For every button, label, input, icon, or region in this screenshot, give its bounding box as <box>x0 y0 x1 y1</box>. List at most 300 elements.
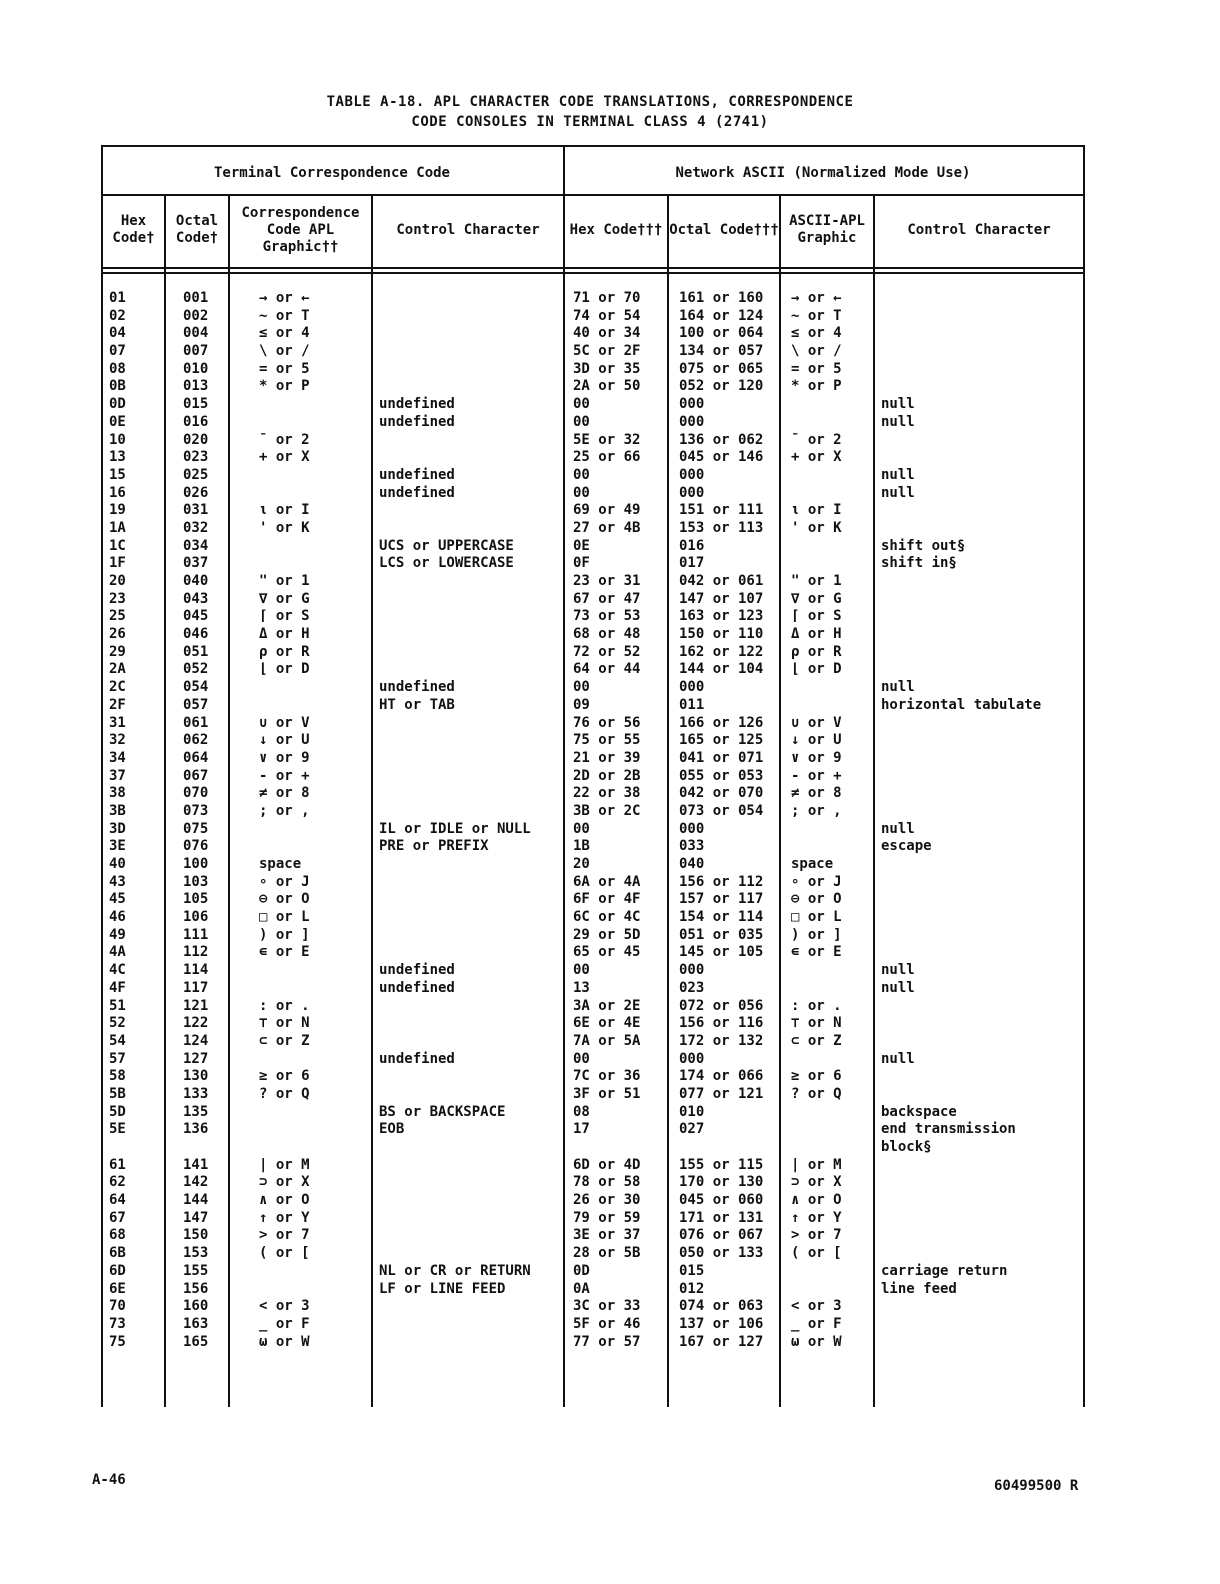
cell-hex: 04 <box>109 325 126 342</box>
cell-g: - or + <box>259 767 310 784</box>
cell-ao: 000 <box>679 820 705 837</box>
cell-hex: 73 <box>109 1315 126 1332</box>
cell-ao: 100 or 064 <box>679 325 764 342</box>
cell-hex: 6E <box>109 1280 126 1297</box>
cell-hex: 64 <box>109 1192 126 1209</box>
cell-g: ≠ or 8 <box>259 785 310 802</box>
cell-ac: null <box>881 679 915 696</box>
cell-oct: 026 <box>183 484 209 501</box>
cell-ao: 000 <box>679 413 705 430</box>
table-row <box>101 661 1085 679</box>
cell-ah: 40 or 34 <box>573 325 641 342</box>
cell-ao: 162 or 122 <box>679 643 764 660</box>
cell-ac: horizontal tabulate <box>881 696 1042 713</box>
cell-ag: □ or L <box>791 909 842 926</box>
cell-ah: 0D <box>573 1262 590 1279</box>
cell-g: * or P <box>259 378 310 395</box>
cell-c: HT or TAB <box>379 696 455 713</box>
cell-ao: 000 <box>679 466 705 483</box>
cell-oct: 013 <box>183 378 209 395</box>
cell-hex: 29 <box>109 643 126 660</box>
cell-ah: 7A or 5A <box>573 1032 641 1049</box>
cell-hex: 75 <box>109 1333 126 1350</box>
cell-ac: null <box>881 1050 915 1067</box>
group-network-ascii: Network ASCII (Normalized Mode Use) <box>675 165 971 181</box>
cell-hex: 0B <box>109 378 126 395</box>
cell-g: ⊂ or Z <box>259 1032 310 1049</box>
table-row <box>101 432 1085 450</box>
table-row <box>101 1033 1085 1051</box>
cell-ah: 72 or 52 <box>573 643 641 660</box>
table-row <box>101 591 1085 609</box>
table-row <box>101 1192 1085 1210</box>
header-octal: Octal Code† <box>175 213 219 246</box>
table-row <box>101 697 1085 715</box>
cell-ao: 166 or 126 <box>679 714 764 731</box>
table-row <box>101 555 1085 573</box>
cell-ao: 074 or 063 <box>679 1298 764 1315</box>
cell-ah: 00 <box>573 679 590 696</box>
cell-g: + or X <box>259 449 310 466</box>
cell-oct: 112 <box>183 944 209 961</box>
cell-ag: ⊖ or O <box>791 891 842 908</box>
cell-hex: 4C <box>109 962 126 979</box>
cell-hex: 5D <box>109 1103 126 1120</box>
header-ascii-octal: Octal Code††† <box>669 221 779 238</box>
cell-oct: 122 <box>183 1015 209 1032</box>
cell-g: ¯ or 2 <box>259 431 310 448</box>
cell-ao: 010 <box>679 1103 705 1120</box>
cell-g: _ or F <box>259 1315 310 1332</box>
cell-ac: block§ <box>881 1139 932 1155</box>
cell-hex: 1F <box>109 555 126 572</box>
cell-ao: 156 or 116 <box>679 1015 764 1032</box>
cell-hex: 20 <box>109 573 126 589</box>
table-row <box>101 290 1085 308</box>
cell-hex: 67 <box>109 1209 126 1226</box>
cell-oct: 034 <box>183 537 209 554</box>
cell-c: BS or BACKSPACE <box>379 1103 506 1120</box>
cell-ao: 151 or 111 <box>679 502 764 519</box>
cell-ah: 71 or 70 <box>573 290 641 306</box>
cell-g: ; or , <box>259 802 310 819</box>
table-row <box>101 944 1085 962</box>
cell-ah: 69 or 49 <box>573 502 641 519</box>
table-row <box>101 1104 1085 1122</box>
cell-ao: 076 or 067 <box>679 1227 764 1244</box>
cell-hex: 1A <box>109 519 126 536</box>
cell-hex: 40 <box>109 856 126 872</box>
table-row <box>101 308 1085 326</box>
table-row <box>101 768 1085 786</box>
table-row <box>101 485 1085 503</box>
cell-ao: 027 <box>679 1121 705 1138</box>
table-row <box>101 1068 1085 1086</box>
group-terminal-correspondence: Terminal Correspondence Code <box>213 165 450 181</box>
cell-g: : or . <box>259 997 310 1014</box>
cell-ac: null <box>881 962 915 979</box>
cell-ao: 045 or 146 <box>679 449 764 466</box>
cell-hex: 49 <box>109 926 126 943</box>
cell-c: undefined <box>379 979 455 996</box>
header-hex: Hex Code† <box>112 213 155 246</box>
cell-ao: 165 or 125 <box>679 732 764 749</box>
header-graphic: Correspondence Code APL Graphic†† <box>241 204 360 255</box>
cell-hex: 2A <box>109 661 126 678</box>
cell-ah: 5C or 2F <box>573 343 641 360</box>
cell-c: undefined <box>379 962 455 979</box>
table-row <box>101 1281 1085 1299</box>
cell-c: LF or LINE FEED <box>379 1280 506 1297</box>
cell-oct: 106 <box>183 909 209 926</box>
cell-hex: 62 <box>109 1174 126 1191</box>
cell-c: IL or IDLE or NULL <box>379 820 531 837</box>
cell-ao: 000 <box>679 484 705 501</box>
table-row <box>101 1051 1085 1069</box>
cell-oct: 100 <box>183 856 209 872</box>
cell-ah: 00 <box>573 1050 590 1067</box>
cell-ag: ≠ or 8 <box>791 785 842 802</box>
cell-hex: 58 <box>109 1068 126 1085</box>
cell-ao: 161 or 160 <box>679 290 764 306</box>
cell-oct: 076 <box>183 838 209 855</box>
cell-ac: carriage return <box>881 1262 1008 1279</box>
cell-hex: 13 <box>109 449 126 466</box>
cell-g: | or M <box>259 1156 310 1173</box>
cell-hex: 3B <box>109 802 126 819</box>
cell-hex: 10 <box>109 431 126 448</box>
document-number: 60499500 R <box>994 1478 1079 1494</box>
cell-oct: 010 <box>183 360 209 377</box>
cell-ah: 3F or 51 <box>573 1085 641 1102</box>
cell-g: ≤ or 4 <box>259 325 310 342</box>
cell-hex: 08 <box>109 360 126 377</box>
cell-ah: 3E or 37 <box>573 1227 641 1244</box>
cell-hex: 15 <box>109 466 126 483</box>
cell-hex: 0E <box>109 413 126 430</box>
cell-ac: null <box>881 979 915 996</box>
cell-ag: - or + <box>791 767 842 784</box>
cell-c: undefined <box>379 1050 455 1067</box>
cell-g: ⊖ or O <box>259 891 310 908</box>
table-row <box>101 520 1085 538</box>
cell-ah: 0F <box>573 555 590 572</box>
cell-hex: 43 <box>109 873 126 890</box>
cell-ah: 0A <box>573 1280 590 1297</box>
cell-ag: ⊂ or Z <box>791 1032 842 1049</box>
cell-ao: 072 or 056 <box>679 997 764 1014</box>
cell-hex: 46 <box>109 909 126 926</box>
cell-oct: 141 <box>183 1156 209 1173</box>
cell-ah: 0E <box>573 537 590 554</box>
cell-oct: 130 <box>183 1068 209 1085</box>
cell-hex: 31 <box>109 714 126 731</box>
cell-oct: 007 <box>183 343 209 360</box>
cell-ao: 164 or 124 <box>679 307 764 324</box>
cell-ah: 21 or 39 <box>573 749 641 766</box>
table-title-line2: CODE CONSOLES IN TERMINAL CLASS 4 (2741) <box>411 114 769 130</box>
cell-ah: 29 or 5D <box>573 926 641 943</box>
cell-oct: 023 <box>183 449 209 466</box>
table-row <box>101 998 1085 1016</box>
cell-oct: 002 <box>183 307 209 324</box>
cell-ah: 3C or 33 <box>573 1298 641 1315</box>
cell-oct: 032 <box>183 519 209 536</box>
table-row <box>101 1157 1085 1175</box>
cell-hex: 32 <box>109 732 126 749</box>
translation-table <box>101 145 1085 1407</box>
cell-oct: 163 <box>183 1315 209 1332</box>
header-ascii-graphic: ASCII-APL Graphic <box>789 213 865 246</box>
cell-ao: 153 or 113 <box>679 519 764 536</box>
cell-hex: 68 <box>109 1227 126 1244</box>
cell-ag: ↑ or Y <box>791 1209 842 1226</box>
cell-ah: 22 or 38 <box>573 785 641 802</box>
cell-ao: 000 <box>679 396 705 413</box>
table-row <box>101 891 1085 909</box>
cell-oct: 052 <box>183 661 209 678</box>
table-row <box>101 679 1085 697</box>
cell-ao: 042 or 070 <box>679 785 764 802</box>
cell-ah: 13 <box>573 979 590 996</box>
cell-ag: ∇ or G <box>791 590 842 607</box>
cell-hex: 2F <box>109 696 126 713</box>
cell-g: □ or L <box>259 909 310 926</box>
cell-ao: 171 or 131 <box>679 1209 764 1226</box>
cell-ao: 051 or 035 <box>679 926 764 943</box>
table-row <box>101 927 1085 945</box>
cell-oct: 135 <box>183 1103 209 1120</box>
cell-ao: 137 or 106 <box>679 1315 764 1332</box>
cell-ac: null <box>881 484 915 501</box>
cell-ao: 015 <box>679 1262 705 1279</box>
cell-ag: ≥ or 6 <box>791 1068 842 1085</box>
cell-oct: 031 <box>183 502 209 519</box>
cell-ag: ω or W <box>791 1333 842 1350</box>
cell-oct: 070 <box>183 785 209 802</box>
cell-ag: ⊤ or N <box>791 1015 842 1032</box>
table-row <box>101 467 1085 485</box>
table-row <box>101 608 1085 626</box>
cell-ag: ~ or T <box>791 307 842 324</box>
cell-g: ∊ or E <box>259 944 310 961</box>
cell-g: = or 5 <box>259 360 310 377</box>
cell-oct: 165 <box>183 1333 209 1350</box>
cell-c: EOB <box>379 1121 405 1138</box>
cell-ao: 042 or 061 <box>679 573 764 589</box>
cell-oct: 043 <box>183 590 209 607</box>
cell-ag: ( or [ <box>791 1245 842 1262</box>
cell-ah: 75 or 55 <box>573 732 641 749</box>
cell-ag: ) or ] <box>791 926 842 943</box>
cell-ac: backspace <box>881 1103 957 1120</box>
cell-oct: 147 <box>183 1209 209 1226</box>
table-row <box>101 1086 1085 1104</box>
table-row <box>101 909 1085 927</box>
cell-ag: ? or Q <box>791 1085 842 1102</box>
cell-ag: ¯ or 2 <box>791 431 842 448</box>
cell-c: PRE or PREFIX <box>379 838 489 855</box>
cell-hex: 3E <box>109 838 126 855</box>
table-row <box>101 1298 1085 1316</box>
cell-oct: 111 <box>183 926 209 943</box>
cell-ah: 3D or 35 <box>573 360 641 377</box>
cell-hex: 61 <box>109 1156 126 1173</box>
cell-oct: 054 <box>183 679 209 696</box>
cell-hex: 1C <box>109 537 126 554</box>
cell-oct: 156 <box>183 1280 209 1297</box>
cell-ac: null <box>881 396 915 413</box>
table-row <box>101 644 1085 662</box>
cell-g: → or ← <box>259 290 310 306</box>
cell-ah: 00 <box>573 466 590 483</box>
cell-oct: 051 <box>183 643 209 660</box>
cell-ah: 2D or 2B <box>573 767 641 784</box>
cell-oct: 064 <box>183 749 209 766</box>
table-row <box>101 785 1085 803</box>
cell-oct: 142 <box>183 1174 209 1191</box>
cell-ac: end transmission <box>881 1121 1016 1138</box>
cell-g: ↑ or Y <box>259 1209 310 1226</box>
cell-g: ∇ or G <box>259 590 310 607</box>
cell-hex: 5E <box>109 1121 126 1138</box>
cell-ag: > or 7 <box>791 1227 842 1244</box>
cell-ao: 147 or 107 <box>679 590 764 607</box>
cell-ao: 172 or 132 <box>679 1032 764 1049</box>
cell-ah: 68 or 48 <box>573 626 641 643</box>
cell-c: undefined <box>379 396 455 413</box>
cell-ah: 1B <box>573 838 590 855</box>
cell-ag: * or P <box>791 378 842 395</box>
cell-oct: 075 <box>183 820 209 837</box>
cell-g: ⊤ or N <box>259 1015 310 1032</box>
cell-ao: 134 or 057 <box>679 343 764 360</box>
cell-hex: 4F <box>109 979 126 996</box>
table-row <box>101 962 1085 980</box>
cell-c: undefined <box>379 484 455 501</box>
table-row <box>101 1227 1085 1245</box>
cell-oct: 040 <box>183 573 209 589</box>
cell-ah: 78 or 58 <box>573 1174 641 1191</box>
table-title-line1: TABLE A-18. APL CHARACTER CODE TRANSLATIONS, CORRESPONDENCE <box>326 94 854 110</box>
cell-oct: 061 <box>183 714 209 731</box>
cell-g: ∧ or O <box>259 1192 310 1209</box>
cell-c: undefined <box>379 679 455 696</box>
cell-hex: 38 <box>109 785 126 802</box>
cell-ah: 09 <box>573 696 590 713</box>
cell-ag: ⊃ or X <box>791 1174 842 1191</box>
cell-ah: 00 <box>573 820 590 837</box>
cell-g: \ or / <box>259 343 310 360</box>
cell-ag: ; or , <box>791 802 842 819</box>
table-row <box>101 1015 1085 1033</box>
cell-ao: 167 or 127 <box>679 1333 764 1350</box>
cell-oct: 153 <box>183 1245 209 1262</box>
cell-hex: 16 <box>109 484 126 501</box>
cell-ah: 28 or 5B <box>573 1245 641 1262</box>
cell-oct: 127 <box>183 1050 209 1067</box>
cell-ag: ∘ or J <box>791 873 842 890</box>
cell-g: ∪ or V <box>259 714 310 731</box>
cell-hex: 45 <box>109 891 126 908</box>
cell-ah: 27 or 4B <box>573 519 641 536</box>
cell-ag: ρ or R <box>791 643 842 660</box>
table-row <box>101 803 1085 821</box>
cell-g: ↓ or U <box>259 732 310 749</box>
cell-g: Δ or H <box>259 626 310 643</box>
cell-ah: 23 or 31 <box>573 573 641 589</box>
cell-oct: 117 <box>183 979 209 996</box>
cell-hex: 37 <box>109 767 126 784</box>
cell-oct: 155 <box>183 1262 209 1279</box>
cell-ac: null <box>881 820 915 837</box>
cell-oct: 015 <box>183 396 209 413</box>
cell-ao: 045 or 060 <box>679 1192 764 1209</box>
cell-ag: | or M <box>791 1156 842 1173</box>
cell-ac: null <box>881 466 915 483</box>
cell-oct: 136 <box>183 1121 209 1138</box>
cell-ao: 017 <box>679 555 705 572</box>
cell-ao: 040 <box>679 856 705 872</box>
cell-ag: : or . <box>791 997 842 1014</box>
cell-oct: 073 <box>183 802 209 819</box>
cell-ao: 000 <box>679 679 705 696</box>
table-row <box>101 396 1085 414</box>
cell-ah: 5E or 32 <box>573 431 641 448</box>
cell-g: ≥ or 6 <box>259 1068 310 1085</box>
cell-ag: ∊ or E <box>791 944 842 961</box>
table-row <box>101 1263 1085 1281</box>
cell-hex: 07 <box>109 343 126 360</box>
cell-ag: Δ or H <box>791 626 842 643</box>
table-row <box>101 414 1085 432</box>
cell-g: ∘ or J <box>259 873 310 890</box>
cell-oct: 160 <box>183 1298 209 1315</box>
cell-g: < or 3 <box>259 1298 310 1315</box>
cell-ao: 023 <box>679 979 705 996</box>
cell-ag: = or 5 <box>791 360 842 377</box>
cell-ao: 154 or 114 <box>679 909 764 926</box>
table-row <box>101 325 1085 343</box>
cell-oct: 062 <box>183 732 209 749</box>
cell-ao: 000 <box>679 1050 705 1067</box>
cell-oct: 105 <box>183 891 209 908</box>
table-row <box>101 538 1085 556</box>
cell-ao: 000 <box>679 962 705 979</box>
cell-ag: ι or I <box>791 502 842 519</box>
cell-ao: 155 or 115 <box>679 1156 764 1173</box>
cell-ao: 150 or 110 <box>679 626 764 643</box>
table-row <box>101 1316 1085 1334</box>
cell-hex: 0D <box>109 396 126 413</box>
cell-ah: 6E or 4E <box>573 1015 641 1032</box>
cell-ao: 055 or 053 <box>679 767 764 784</box>
cell-oct: 144 <box>183 1192 209 1209</box>
cell-c: undefined <box>379 413 455 430</box>
cell-oct: 067 <box>183 767 209 784</box>
cell-g: ' or K <box>259 519 310 536</box>
cell-ao: 041 or 071 <box>679 749 764 766</box>
cell-ac: shift in§ <box>881 555 957 572</box>
cell-ah: 25 or 66 <box>573 449 641 466</box>
cell-ao: 170 or 130 <box>679 1174 764 1191</box>
cell-ao: 012 <box>679 1280 705 1297</box>
table-row <box>101 821 1085 839</box>
cell-ao: 163 or 123 <box>679 608 764 625</box>
table-row <box>101 1139 1085 1157</box>
cell-hex: 23 <box>109 590 126 607</box>
cell-ah: 00 <box>573 962 590 979</box>
